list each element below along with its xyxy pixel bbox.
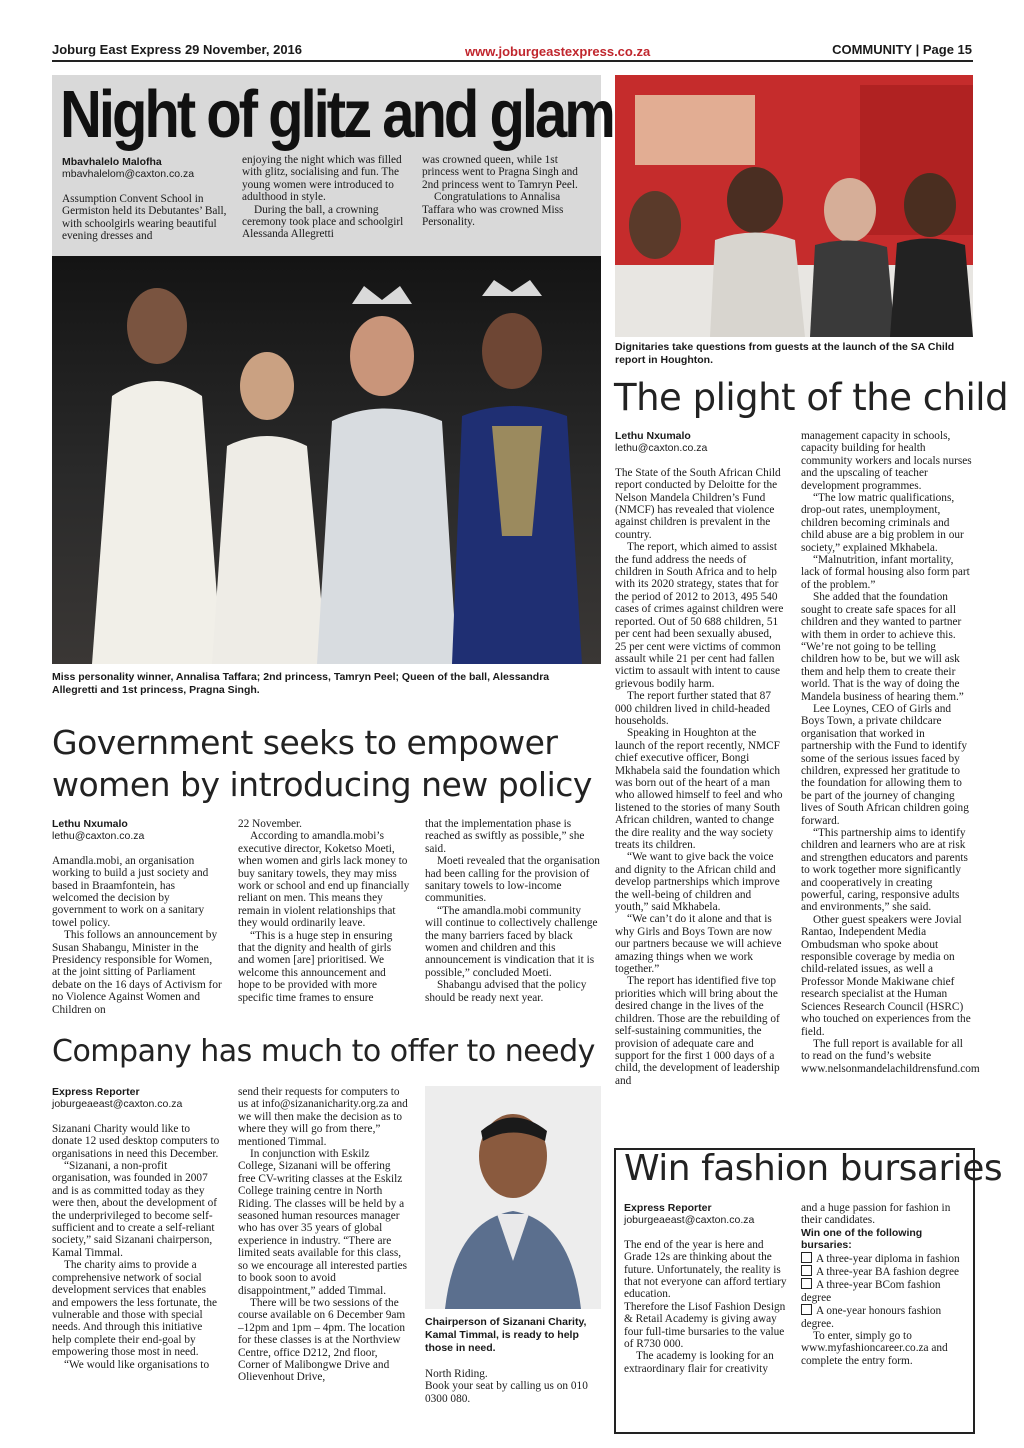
- byline-email[interactable]: mbavhalelom@caxton.co.za: [62, 168, 195, 181]
- paragraph: Moeti revealed that the organisation had been calling for the provision of sanitary towels to low-income communities.: [425, 855, 600, 905]
- timmal-illustration: [425, 1086, 601, 1309]
- paragraph: The State of the South African Child report conducted by Deloitte for the Nelson Mandela Children’s Fund (NMCF) has revealed that violence against children is prevalent in the country.: [615, 466, 781, 541]
- bursary-item: [801, 1304, 966, 1330]
- byline-email[interactable]: joburgeaeast@caxton.co.za: [624, 1214, 755, 1227]
- byline-author: Lethu Nxumalo: [52, 818, 128, 830]
- paragraph: In conjunction with Eskilz College, Sizanani will be offering free CV-writing classes at the Eskilz College training centre in North Riding. The classes will be held by a seasoned human resources manager who has over 35 years of global experience in industry. “There are limited seats available for this class, so we encourage all interested parties to book soon to avoid disappointment,” added Timmal.: [238, 1148, 408, 1297]
- bursary-item: [801, 1278, 966, 1304]
- debutantes-photo: [52, 256, 601, 664]
- paragraph: The report, which aimed to assist the fund address the needs of children in South Africa and to help with its 2020 strategy, states that for the period of 2012 to 2013, 495 540 cases of crimes against children were reported. Out of 50 688 children, 51 per cent had been sexually abused, 25 per cent were victims of common assault while 21 per cent had fallen victim to assault with intent to cause grievous bodily harm.: [615, 541, 784, 690]
- paragraph: “Sizanani, a non-profit organisation, was founded in 2007 and is as committed today as they were then, about the development of the underprivileged to become self-sufficient and to create a self-reliant society,” said Sizanani chairperson, Kamal Timmal.: [52, 1160, 218, 1259]
- dignitaries-illustration: [615, 75, 973, 337]
- gov-headline: Government seeks to empower women by introducing new policy: [52, 723, 592, 804]
- paragraph: and a huge passion for fashion in their candidates.: [801, 1202, 951, 1227]
- paragraph: “This is a huge step in ensuring that the dignity and health of girls and women [are] prioritised. We welcome this announcement and hope to be provided with more specific time frames to ensure: [238, 929, 393, 1004]
- byline-author: Express Reporter: [52, 1086, 140, 1098]
- debutantes-illustration: [52, 256, 601, 664]
- paragraph: Assumption Convent School in Germiston held its Debutantes’ Ball, with schoolgirls wearing beautiful evening dresses and: [62, 192, 227, 243]
- paragraph: The charity aims to provide a comprehensive network of social development services that enables and empowers the less fortunate, the vulnerable and those with special needs. And through this initiative help complete their end-goal by empowering those most in need.: [52, 1259, 218, 1359]
- paragraph: “We want to give back the voice and dignity to the African child and develop partnerships which improve the well-being of children and youth,” said Mkhabela.: [615, 851, 780, 914]
- company-col-2: [238, 1086, 410, 1384]
- paragraph: Therefore the Lisof Fashion Design & Retail Academy is giving away four full-time bursaries to the value of R730 000.: [624, 1300, 786, 1351]
- bursary-label: A one-year honours fashion degree.: [801, 1305, 942, 1330]
- plight-col-2: [801, 430, 980, 1075]
- byline-email[interactable]: lethu@caxton.co.za: [615, 442, 708, 455]
- plight-col-1: [615, 430, 785, 1087]
- paragraph: North Riding.: [425, 1368, 488, 1380]
- bursary-item: [801, 1252, 966, 1265]
- glitz-col-3: [422, 154, 592, 228]
- company-col-3: [425, 1368, 601, 1405]
- fashion-col-1: [624, 1202, 789, 1375]
- paragraph: “This partnership aims to identify children and learners who are at risk and strengthen educators and parents to work together more significantly and cooperatively in creating powerful, caring, responsive adults and environments,” she said.: [801, 827, 968, 914]
- dignitaries-photo: [615, 75, 973, 337]
- paragraph: Lee Loynes, CEO of Girls and Boys Town, a private childcare organisation that worked in partnership with the Fund to identify some of the serious issues faced by children, expressed her gratitude to the foundation for allowing them to be part of the journey of changing lives of South African children going forward.: [801, 702, 969, 827]
- paragraph: There will be two sessions of the course available on 6 December 9am –12pm and 1pm – 4pm. The location for these classes is at the Northview Centre, office D212, 2nd floor, Corner of Malibongwe Drive and Olievenhout Drive,: [238, 1296, 406, 1384]
- paragraph: She added that the foundation sought to create safe spaces for all children and they wanted to partner with them in order to achieve this. “We’re not going to be telling children how to be, but we will ask them and help them to create their world. That is the way of doing the Mandela business of hearing them.”: [801, 591, 964, 703]
- masthead-date: Joburg East Express 29 November, 2016: [52, 42, 303, 57]
- paragraph: Congratulations to Annalisa Taffara who was crowned Miss Personality.: [422, 191, 564, 229]
- paragraph: Amandla.mobi, an organisation working to build a just society and based in Braamfontein, has welcomed the decision by government to work on a sanitary towel policy.: [52, 854, 209, 929]
- checkbox-icon: [801, 1304, 812, 1315]
- ball-photo-caption: Miss personality winner, Annalisa Taffara; 2nd princess, Tamryn Peel; Queen of the ball, Alessandra Allegretti and 1st princess, Pragna Singh.: [52, 671, 550, 696]
- bursary-label: A three-year diploma in fashion: [816, 1252, 960, 1265]
- paragraph: “We can’t do it alone and that is why Girls and Boys Town are now our partners because we will achieve amazing things when we work together.”: [615, 913, 782, 976]
- paragraph: During the ball, a crowning ceremony took place and schoolgirl Alessanda Allegretti: [242, 203, 404, 241]
- paragraph: This follows an announcement by Susan Shabangu, Minister in the Presidency responsible for Women, at the joint sitting of Parliament debate on the 16 days of Activism for no Violence Against Women and Children on: [52, 929, 222, 1016]
- paragraph: Speaking in Houghton at the launch of the report recently, NMCF chief executive officer, Bongi Mkhabela said the foundation which was born out of the heart of a man who allowed himself to feel and who listened to the stories of many South African children, wanted to change the dire reality and the way society treats its children.: [615, 727, 783, 851]
- gov-col-3: [425, 818, 600, 1004]
- paragraph: Sizanani Charity would like to donate 12 used desktop computers to organisations in need this December.: [52, 1122, 220, 1160]
- bursary-label: A three-year BA fashion degree: [816, 1266, 960, 1279]
- checkbox-icon: [801, 1278, 812, 1289]
- paragraph: According to amandla.mobi’s executive director, Koketso Moeti, when women and girls lack money to buy sanitary towels, they may miss work or school and end up financially reliant on men. This means they remain in violent relationships that they would ordinarily leave.: [238, 830, 410, 930]
- paragraph: “We would like organisations to: [64, 1358, 210, 1371]
- glitz-col-1: [62, 156, 227, 242]
- dignitaries-caption: Dignitaries take questions from guests at the launch of the SA Child report in Houghton.: [615, 341, 955, 366]
- glitz-headline: Night of glitz and glam: [60, 77, 613, 152]
- paragraph: “The low matric qualifications, drop-out rates, unemployment, children becoming criminals and child abuse are a big problem in our society,” explained Mkhabela.: [801, 492, 964, 554]
- byline-author: Mbavhalelo Malofha: [62, 156, 162, 168]
- paragraph: “The amandla.mobi community will continue to collectively challenge the many barriers faced by black women and children and this announcement is vindication that it is possible,” concluded Moeti.: [425, 904, 598, 979]
- company-col-1: [52, 1086, 222, 1371]
- glitz-col-2: [242, 154, 407, 241]
- company-headline: Company has much to offer to needy: [52, 1034, 595, 1069]
- header-rule: [52, 60, 973, 62]
- section-page: COMMUNITY | Page 15: [832, 42, 972, 57]
- paragraph: Book your seat by calling us on 010 0300 080.: [425, 1380, 588, 1405]
- paragraph: was crowned queen, while 1st princess went to Pragna Singh and 2nd princess went to Tamryn Peel.: [422, 154, 578, 191]
- paragraph: Shabangu advised that the policy should be ready next year.: [425, 979, 587, 1004]
- paragraph: The academy is looking for an extraordinary flair for creativity: [624, 1350, 774, 1375]
- paragraph: send their requests for computers to us at info@sizananicharity.org.za and we will then make the decision as to where they will go from there,” mentioned Timmal.: [238, 1086, 408, 1148]
- byline-email[interactable]: joburgeaeast@caxton.co.za: [52, 1098, 183, 1111]
- paragraph: management capacity in schools, capacity building for health community workers and locals nurses and the upscaling of teacher development programmes.: [801, 430, 972, 492]
- website-url[interactable]: www.joburgeastexpress.co.za: [465, 44, 651, 59]
- paragraph: Other guest speakers were Jovial Rantao, Independent Media Ombudsman who spoke about responsible coverage by media on child-related issues, as well a Professor Monde Makiwane chief research specialist at the Human Sciences Research Council (HSRC) who touched on experiences from the field.: [801, 913, 971, 1038]
- timmal-photo: [425, 1086, 601, 1309]
- gov-col-2: [238, 818, 410, 1004]
- paragraph: The report has identified five top priorities which will bring about the desired change in the lives of the children. Those are the rebuilding of self-sustaining communities, the provision of adequate care and support for the first 1 000 days of a child, the development of leadership and: [615, 975, 780, 1087]
- paragraph: The full report is available for all to read on the fund’s website www.nelsonmandelachildrensfund.com: [801, 1037, 980, 1075]
- fashion-col-2: [801, 1202, 966, 1367]
- checkbox-icon: [801, 1252, 812, 1263]
- paragraph: 22 November.: [238, 818, 303, 830]
- gov-col-1: [52, 818, 222, 1016]
- paragraph: The end of the year is here and Grade 12s are thinking about the future. Unfortunately, the reality is that not everyone can afford tertiary education.: [624, 1238, 787, 1301]
- fashion-headline: Win fashion bursaries: [624, 1148, 1003, 1189]
- paragraph: “Malnutrition, infant mortality, lack of formal housing also form part of the problem.”: [801, 554, 970, 591]
- bursary-item: [801, 1265, 966, 1278]
- paragraph: To enter, simply go to www.myfashioncareer.co.za and complete the entry form.: [801, 1330, 948, 1367]
- bursaries-heading: Win one of the following bursaries:: [801, 1226, 923, 1252]
- paragraph: The report further stated that 87 000 children lived in child-headed households.: [615, 690, 771, 727]
- byline-author: Lethu Nxumalo: [615, 430, 691, 442]
- paragraph: that the implementation phase is reached as swiftly as possible,” she said.: [425, 818, 585, 855]
- bursary-label: A three-year BCom fashion degree: [801, 1279, 941, 1304]
- paragraph: enjoying the night which was filled with glitz, socialising and fun. The young women were introduced to adulthood in style.: [242, 154, 402, 204]
- byline-email[interactable]: lethu@caxton.co.za: [52, 830, 145, 843]
- checkbox-icon: [801, 1265, 812, 1276]
- plight-headline: The plight of the child: [614, 376, 1009, 419]
- byline-author: Express Reporter: [624, 1202, 712, 1214]
- timmal-caption: Chairperson of Sizanani Charity, Kamal Timmal, is ready to help those in need.: [425, 1316, 587, 1354]
